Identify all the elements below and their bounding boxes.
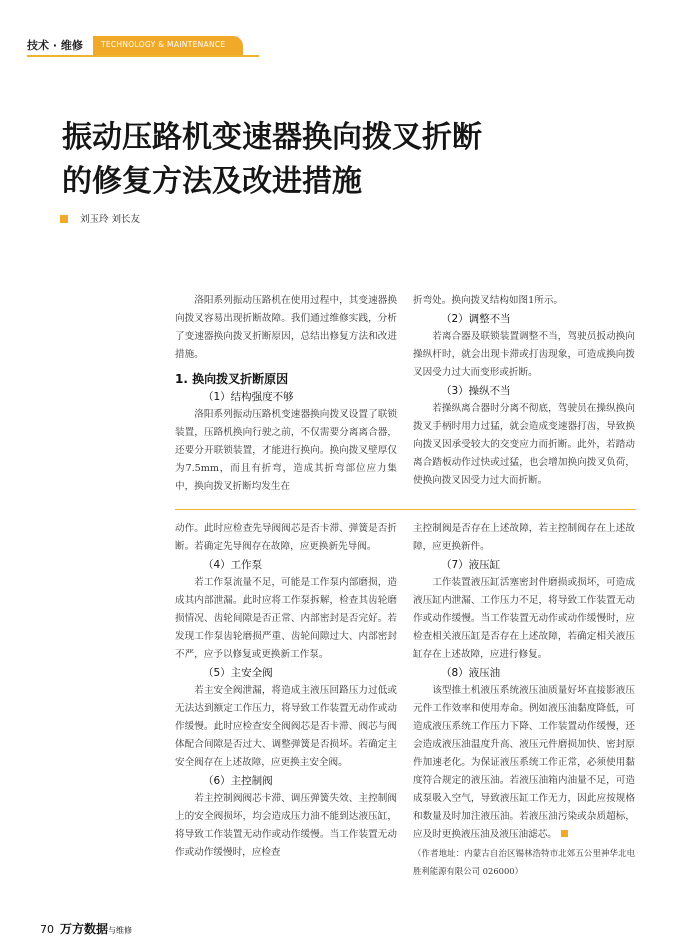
- paragraph: 洛阳系列振动压路机变速器换向拨叉设置了联锁装置，压路机换向行驶之前，不仅需要分离离合器，还要分开联锁装置，才能进行换向。换向拨叉壁厚仅为7.5mm，而且有折弯，造成其折弯部位应力集中，换向拨叉折断均发生在: [175, 409, 397, 492]
- paragraph: 折弯处。换向拨叉结构如图1所示。: [413, 295, 564, 306]
- subheading-7: （7）液压缸: [441, 559, 501, 571]
- paragraph: 若工作泵流量不足，可能是工作泵内部磨损，造成其内部泄漏。此时应将工作泵拆解，检查其齿轮磨损情况、齿轮间隙是否正常、内部密封是否完好。若发现工作泵齿轮磨损严重、齿轮间隙过大、内部密封不严，应予以修复或更换新工作泵。: [175, 577, 397, 660]
- header-rule: [27, 55, 259, 57]
- page-number: 70: [40, 923, 54, 936]
- section-tab: [93, 36, 243, 55]
- authors: 刘玉玲 刘长友: [80, 214, 141, 225]
- subheading-1: （1）结构强度不够: [203, 391, 294, 403]
- paragraph: [413, 682, 635, 844]
- section-divider: [175, 509, 636, 510]
- column-upper-right: [413, 292, 635, 490]
- title-line-1: 振动压路机变速器换向拨叉折断: [62, 120, 482, 155]
- section-label: 技术 · 维修: [27, 39, 83, 52]
- section-heading-1: 1. 换向拨叉折断原因: [175, 372, 289, 386]
- subheading-3: （3）操纵不当: [441, 385, 511, 397]
- paragraph: 主控制阀是否存在上述故障，若主控制阀存在上述故障，应更换新件。: [413, 523, 635, 552]
- paragraph: 若主控制阀阀芯卡滞、调压弹簧失效、主控制阀上的安全阀损坏，均会造成压力油不能到达液压缸，将导致工作装置无动作或动作缓慢。当工作装置无动作或动作缓慢时，应检查: [175, 793, 397, 858]
- title-line-2: 的修复方法及改进措施: [62, 164, 362, 199]
- subheading-6: （6）主控制阀: [203, 775, 273, 787]
- end-mark-icon: [561, 830, 568, 837]
- column-lower-right: [413, 520, 635, 880]
- paragraph: 若主安全阀泄漏，将造成主液压回路压力过低或无法达到额定工作压力，将导致工作装置无动作或动作缓慢。此时应检查安全阀阀芯是否卡滞、阀芯与阀体配合间隙是否过大、调整弹簧是否损坏。若确定主安全阀存在上述故障，应更换主安全阀。: [175, 685, 397, 768]
- author-address: （作者地址：内蒙古自治区锡林浩特市北郊五公里神华北电胜利能源有限公司 026000）: [413, 848, 635, 876]
- section-tab-label: TECHNOLOGY & MAINTENANCE: [101, 40, 226, 49]
- paragraph-text: 该型推土机液压系统液压油质量好坏直接影液压元件工作效率和使用寿命。例如液压油黏度降低，可造成液压系统工作压力下降、工作装置动作缓慢，还会造成液压油温度升高、液压元件磨损加快、密封原件加速老化。为保证液压系统工作正常，必须使用黏度符合规定的液压油。若液压油箱内油量不足，可造成泵吸入空气，导致液压缸工作无力，因此应按规格和数量及时加注液压油。若液压油污染或杂质超标，应及时更换液压油及液压油滤芯。: [413, 685, 635, 840]
- subheading-5: （5）主安全阀: [203, 667, 273, 679]
- page-footer: [40, 918, 132, 937]
- footer-brand: 万方数据: [60, 922, 109, 936]
- paragraph: 若操纵离合器时分离不彻底，驾驶员在操纵换向拨叉手柄时用力过猛，就会造成变速器打齿，导致换向拨叉因承受较大的交变应力而折断。此外，若踏动离合踏板动作过快或过猛，也会增加换向拨叉负荷，使换向拨叉因受力过大而折断。: [413, 403, 635, 486]
- subheading-2: （2）调整不当: [441, 313, 511, 325]
- author-bullet-icon: [60, 215, 68, 223]
- column-upper-left: [175, 292, 397, 496]
- paragraph: 若离合器及联锁装置调整不当，驾驶员扳动换向操纵杆时，就会出现卡滞或打齿现象，可造成换向拨叉因受力过大而变形或折断。: [413, 331, 635, 378]
- paragraph: 动作。此时应检查先导阀阀芯是否卡滞、弹簧是否折断。若确定先导阀存在故障，应更换新先导阀。: [175, 523, 397, 552]
- column-lower-left: [175, 520, 397, 862]
- subheading-8: （8）液压油: [441, 667, 501, 679]
- article-title: [62, 116, 622, 204]
- paragraph: 工作装置液压缸活塞密封件磨损或损坏，可造成液压缸内泄漏、工作压力不足，将导致工作装置无动作或动作缓慢。当工作装置无动作或动作缓慢时，应检查相关液压缸是否存在上述故障，若确定相关液压缸存在上述故障，应进行修复。: [413, 577, 635, 660]
- authors-line: [60, 211, 140, 225]
- subheading-4: （4）工作泵: [203, 559, 263, 571]
- intro-paragraph: 洛阳系列振动压路机在使用过程中，其变速器换向拨叉容易出现折断故障。我们通过维修实践，分析了变速器换向拨叉折断原因，总结出修复方法和改进措施。: [175, 295, 397, 360]
- footer-brand-suffix: 与维修: [108, 926, 133, 935]
